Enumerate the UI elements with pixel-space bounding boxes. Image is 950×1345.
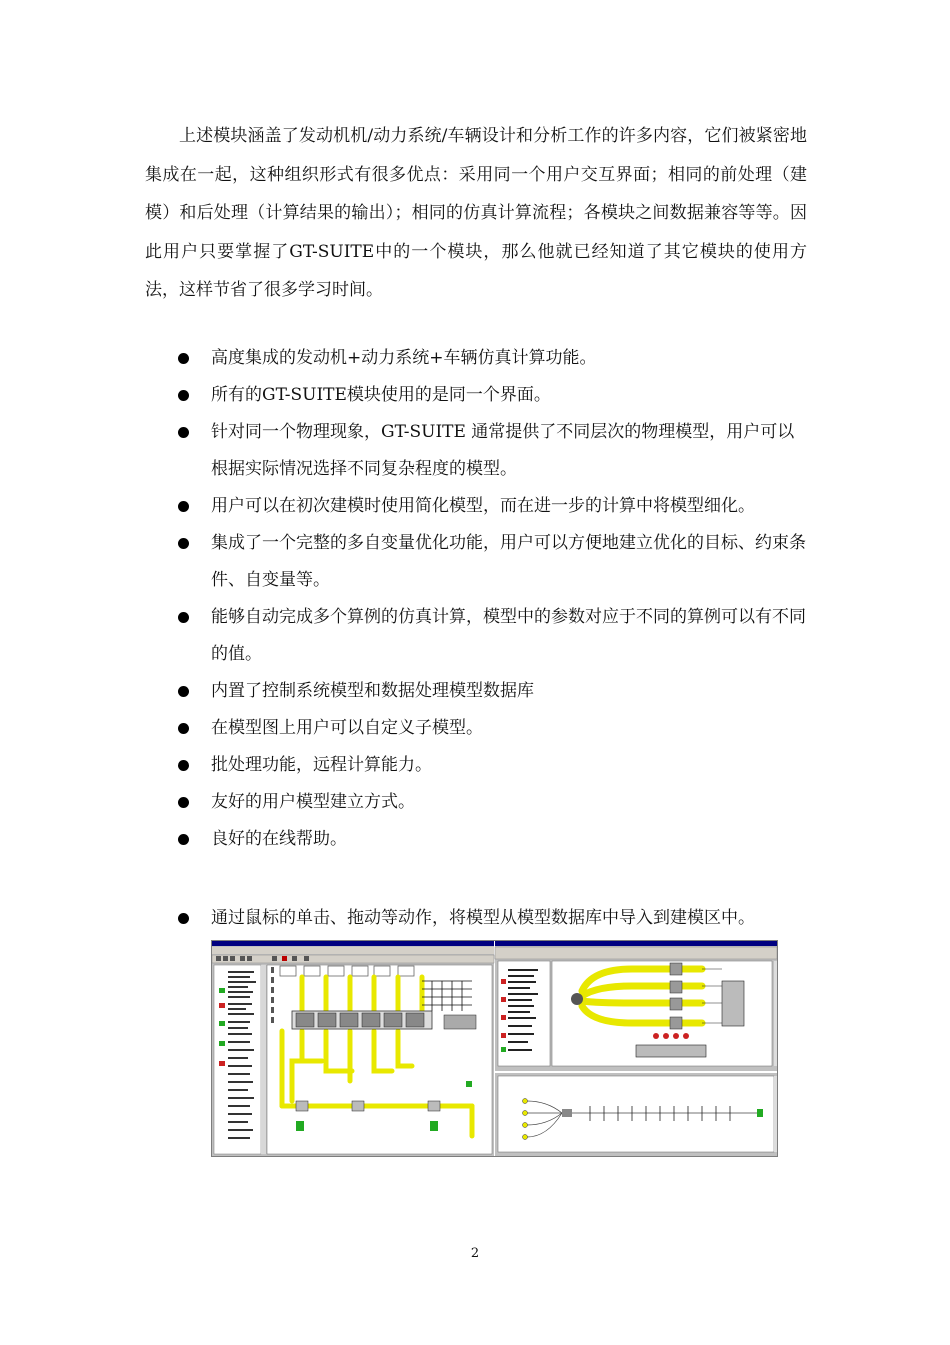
bullet-icon (178, 913, 189, 924)
list-item: 友好的用户模型建立方式。 (178, 784, 810, 821)
bullet-icon (178, 353, 189, 364)
list-item: 良好的在线帮助。 (178, 821, 810, 858)
list-item: 内置了控制系统模型和数据处理模型数据库 (178, 673, 810, 710)
bullet-icon (178, 760, 189, 771)
list-item: 用户可以在初次建模时使用简化模型，而在进一步的计算中将模型细化。 (178, 488, 810, 525)
list-item: 批处理功能，远程计算能力。 (178, 747, 810, 784)
screenshot-graphic (212, 941, 777, 1156)
bullet-icon (178, 834, 189, 845)
feature-list (178, 340, 810, 858)
bullet-icon (178, 427, 189, 438)
intro-paragraph: 上述模块涵盖了发动机机/动力系统/车辆设计和分析工作的许多内容，它们被紧密地集成在一起，这种组织形式有很多优点：采用同一个用户交互界面；相同的前处理（建模）和后处理（计算结果的输出）；相同的仿真计算流程；各模块之间数据兼容等等。因此用户只要掌握了GT-SUITE中的一个模块，那么他就已经知道了其它模块的使用方法，这样节省了很多学习时间。 (145, 126, 807, 300)
bullet-icon (178, 538, 189, 549)
list-item: 集成了一个完整的多自变量优化功能，用户可以方便地建立优化的目标、约束条件、自变量等。 (178, 525, 810, 599)
bullet-icon (178, 501, 189, 512)
bullet-icon (178, 390, 189, 401)
bullet-icon (178, 686, 189, 697)
list-item: 能够自动完成多个算例的仿真计算，模型中的参数对应于不同的算例可以有不同的值。 (178, 599, 810, 673)
right-bottom-window (495, 1073, 777, 1156)
left-window (212, 941, 494, 1156)
right-top-window (495, 941, 777, 1071)
list-item: 高度集成的发动机+动力系统+车辆仿真计算功能。 (178, 340, 810, 377)
list-item: 所有的GT-SUITE模块使用的是同一个界面。 (178, 377, 810, 414)
gt-suite-screenshot (211, 940, 778, 1157)
list-item: 通过鼠标的单击、拖动等动作，将模型从模型数据库中导入到建模区中。 (178, 900, 810, 937)
page-number: 2 (470, 1246, 480, 1261)
bullet-icon (178, 797, 189, 808)
list-item: 在模型图上用户可以自定义子模型。 (178, 710, 810, 747)
bullet-icon (178, 612, 189, 623)
list-item: 针对同一个物理现象，GT-SUITE 通常提供了不同层次的物理模型，用户可以根据实际情况选择不同复杂程度的模型。 (178, 414, 810, 488)
bullet-icon (178, 723, 189, 734)
import-feature-list (178, 900, 810, 937)
